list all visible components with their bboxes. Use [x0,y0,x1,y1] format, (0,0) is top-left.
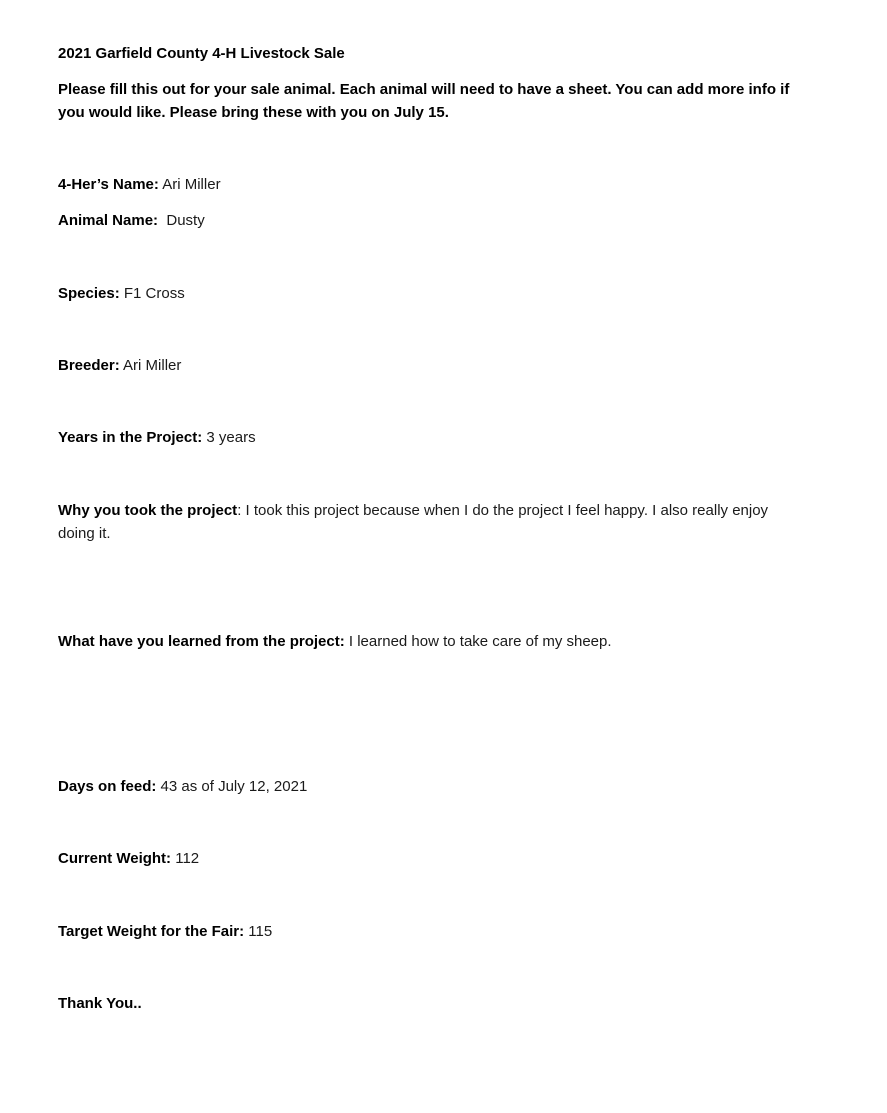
field-label: Days on feed: [58,778,157,795]
field-value: Dusty [158,212,205,229]
field-breeder [58,354,828,377]
field-value: : I took this project because when I do the project I feel happy. I also really enjoy doing it. [58,502,769,542]
instructions-paragraph: Please fill this out for your sale animal. Each animal will need to have a sheet. You can add more info if you would like. Please bring these with you on July 15. [58,81,790,121]
field-animal-name [58,209,828,232]
field-value: 115 [244,923,273,940]
field-value: 3 years [202,429,256,446]
field-label: Species: [58,285,120,302]
field-days-on-feed [58,775,828,798]
field-current-weight [58,847,828,870]
field-value: F1 Cross [119,285,185,302]
field-label: Current Weight: [58,850,172,867]
field-label: 4-Her’s Name: [58,176,159,193]
field-label: Animal Name: [58,212,159,229]
field-learned-from-project [58,630,828,653]
field-species [58,282,828,305]
document-title: 2021 Garfield County 4-H Livestock Sale [58,45,345,62]
field-4her-name [58,173,828,196]
field-why-project [58,499,798,545]
field-value: Ari Miller [158,176,221,193]
field-label: Target Weight for the Fair: [58,923,245,940]
field-label: What have you learned from the project: [58,633,345,650]
field-label: Why you took the project [58,502,238,519]
field-label: Years in the Project: [58,429,203,446]
field-value: I learned how to take care of my sheep. [344,633,612,650]
field-value: Ari Miller [119,357,182,374]
closing-text: Thank You.. [58,995,142,1012]
field-years-in-project [58,426,828,449]
field-value: 112 [171,850,200,867]
field-target-weight [58,920,828,943]
field-value: 43 as of July 12, 2021 [156,778,308,795]
field-label: Breeder: [58,357,120,374]
